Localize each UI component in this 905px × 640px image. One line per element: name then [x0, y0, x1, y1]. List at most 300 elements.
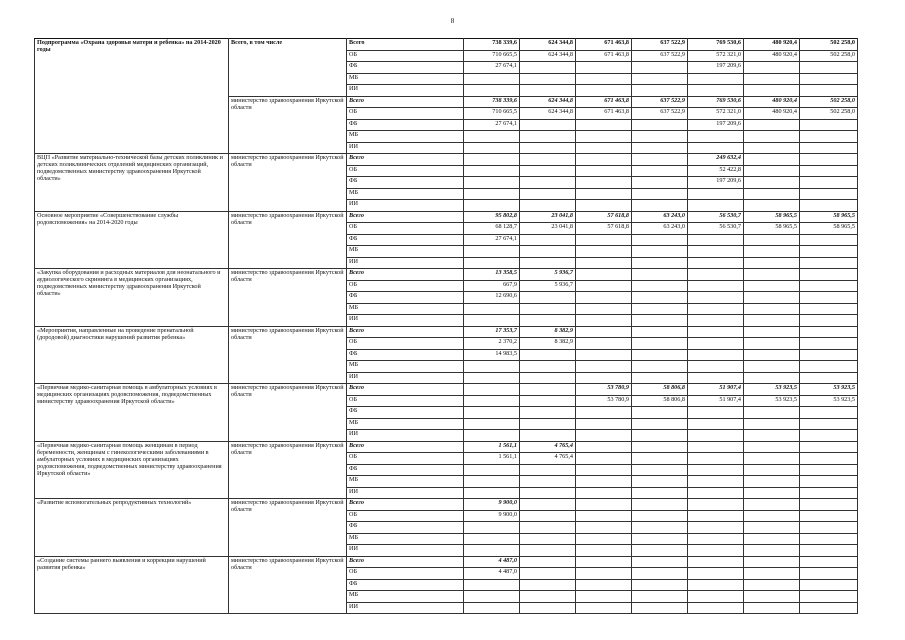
amount-cell	[520, 476, 576, 488]
amount-cell	[632, 257, 688, 269]
funding-source-cell: МБ	[347, 418, 464, 430]
amount-cell	[632, 522, 688, 534]
amount-cell	[744, 418, 800, 430]
amount-cell	[800, 234, 858, 246]
amount-cell	[576, 349, 632, 361]
program-name-cell: «Мероприятия, направленные на проведение пренатальной (дородовой) диагностики нарушений развития ребенка»	[35, 326, 229, 384]
amount-cell	[576, 165, 632, 177]
budget-table	[34, 38, 858, 614]
amount-cell	[632, 510, 688, 522]
amount-cell	[744, 154, 800, 166]
amount-cell	[520, 464, 576, 476]
amount-cell	[744, 522, 800, 534]
amount-cell	[520, 303, 576, 315]
program-name-cell: «Развитие вспомогательных репродуктивных технологий»	[35, 499, 229, 557]
amount-cell	[688, 142, 744, 154]
amount-cell: 57 618,8	[576, 211, 632, 223]
funding-source-cell: ОБ	[347, 453, 464, 465]
amount-cell	[800, 418, 858, 430]
amount-cell	[520, 188, 576, 200]
amount-cell	[520, 545, 576, 557]
amount-cell	[744, 142, 800, 154]
amount-cell	[800, 142, 858, 154]
amount-cell: 502 258,0	[800, 50, 858, 62]
amount-cell	[800, 246, 858, 258]
amount-cell	[632, 430, 688, 442]
amount-cell	[632, 545, 688, 557]
amount-cell	[800, 499, 858, 511]
amount-cell	[744, 85, 800, 97]
amount-cell	[576, 372, 632, 384]
program-name-cell: «Закупка оборудования и расходных материалов для неонатального и аудиологического скрининга в медицинских организациях, подведомственных министерству здравоохранения Иркутской области»	[35, 269, 229, 327]
amount-cell: 53 780,9	[576, 395, 632, 407]
amount-cell: 13 358,5	[464, 269, 520, 281]
amount-cell	[576, 441, 632, 453]
amount-cell: 53 923,5	[744, 395, 800, 407]
amount-cell: 710 665,5	[464, 50, 520, 62]
funding-source-cell: ИИ	[347, 487, 464, 499]
amount-cell	[744, 533, 800, 545]
funding-source-cell: Всего	[347, 269, 464, 281]
amount-cell	[464, 602, 520, 614]
amount-cell: 671 463,8	[576, 96, 632, 108]
amount-cell	[520, 315, 576, 327]
funding-source-cell: ОБ	[347, 108, 464, 120]
funding-source-cell: ФБ	[347, 522, 464, 534]
amount-cell	[576, 499, 632, 511]
amount-cell	[520, 119, 576, 131]
amount-cell	[520, 395, 576, 407]
amount-cell: 51 907,4	[688, 395, 744, 407]
amount-cell	[688, 418, 744, 430]
amount-cell	[800, 338, 858, 350]
amount-cell	[576, 85, 632, 97]
amount-cell	[688, 430, 744, 442]
amount-cell: 572 321,0	[688, 108, 744, 120]
amount-cell	[464, 418, 520, 430]
amount-cell	[688, 200, 744, 212]
amount-cell	[576, 326, 632, 338]
amount-cell	[520, 591, 576, 603]
amount-cell	[576, 177, 632, 189]
funding-source-cell: ОБ	[347, 280, 464, 292]
amount-cell: 1 561,1	[464, 453, 520, 465]
amount-cell: 671 463,8	[576, 39, 632, 51]
amount-cell	[520, 372, 576, 384]
amount-cell	[800, 349, 858, 361]
amount-cell	[576, 361, 632, 373]
amount-cell	[464, 487, 520, 499]
amount-cell	[520, 568, 576, 580]
amount-cell	[688, 407, 744, 419]
amount-cell	[744, 430, 800, 442]
amount-cell	[632, 165, 688, 177]
amount-cell	[744, 372, 800, 384]
amount-cell: 57 618,8	[576, 223, 632, 235]
amount-cell	[632, 568, 688, 580]
executor-cell: министерство здравоохранения Иркутской области	[229, 499, 347, 557]
amount-cell	[520, 533, 576, 545]
amount-cell: 17 353,7	[464, 326, 520, 338]
amount-cell	[632, 73, 688, 85]
amount-cell	[744, 441, 800, 453]
amount-cell	[576, 142, 632, 154]
amount-cell	[688, 453, 744, 465]
funding-source-cell: Всего	[347, 154, 464, 166]
executor-cell: министерство здравоохранения Иркутской области	[229, 211, 347, 269]
amount-cell	[576, 154, 632, 166]
amount-cell: 52 422,8	[688, 165, 744, 177]
amount-cell	[688, 326, 744, 338]
amount-cell	[688, 280, 744, 292]
amount-cell: 502 258,0	[800, 96, 858, 108]
program-name-cell: ВЦП «Развитие материально-технической базы детских поликлиник и детских поликлинических отделений медицинских организаций, подведомственных министерству здравоохранения Иркутской области»	[35, 154, 229, 212]
amount-cell: 23 041,8	[520, 211, 576, 223]
amount-cell	[576, 315, 632, 327]
amount-cell: 58 806,8	[632, 384, 688, 396]
funding-source-cell: ИИ	[347, 142, 464, 154]
amount-cell: 8 382,9	[520, 338, 576, 350]
amount-cell	[576, 280, 632, 292]
amount-cell: 5 936,7	[520, 269, 576, 281]
funding-source-cell: Всего	[347, 96, 464, 108]
amount-cell	[688, 234, 744, 246]
amount-cell	[576, 533, 632, 545]
amount-cell	[744, 487, 800, 499]
amount-cell	[688, 349, 744, 361]
amount-cell	[632, 556, 688, 568]
amount-cell	[632, 349, 688, 361]
amount-cell	[744, 464, 800, 476]
amount-cell	[632, 372, 688, 384]
amount-cell	[800, 545, 858, 557]
funding-source-cell: ФБ	[347, 579, 464, 591]
amount-cell	[688, 522, 744, 534]
amount-cell	[744, 510, 800, 522]
amount-cell	[800, 188, 858, 200]
table-row	[35, 326, 858, 338]
amount-cell	[632, 200, 688, 212]
amount-cell: 58 965,5	[744, 211, 800, 223]
amount-cell	[576, 545, 632, 557]
executor-cell: министерство здравоохранения Иркутской области	[229, 441, 347, 499]
amount-cell	[632, 418, 688, 430]
amount-cell	[800, 602, 858, 614]
funding-source-cell: ОБ	[347, 165, 464, 177]
amount-cell	[520, 142, 576, 154]
amount-cell	[688, 533, 744, 545]
amount-cell	[520, 349, 576, 361]
program-name-cell: «Первичная медико-санитарная помощь в амбулаторных условиях в медицинских организациях родовспоможения, подведомственных министерству здравоохранения Иркутской области»	[35, 384, 229, 442]
funding-source-cell: ФБ	[347, 464, 464, 476]
amount-cell: 624 344,8	[520, 39, 576, 51]
funding-source-cell: Всего	[347, 326, 464, 338]
amount-cell	[520, 579, 576, 591]
amount-cell	[744, 165, 800, 177]
program-name-cell: Основное мероприятие «Совершенствование службы родовспоможения» на 2014-2020 годы	[35, 211, 229, 269]
amount-cell	[688, 441, 744, 453]
amount-cell	[688, 568, 744, 580]
amount-cell	[632, 441, 688, 453]
funding-source-cell: ИИ	[347, 372, 464, 384]
amount-cell	[576, 246, 632, 258]
funding-source-cell: Всего	[347, 499, 464, 511]
amount-cell: 624 344,8	[520, 50, 576, 62]
amount-cell: 671 463,8	[576, 50, 632, 62]
amount-cell	[632, 188, 688, 200]
funding-source-cell: ИИ	[347, 602, 464, 614]
amount-cell	[744, 280, 800, 292]
amount-cell: 624 344,8	[520, 96, 576, 108]
amount-cell	[632, 280, 688, 292]
funding-source-cell: ФБ	[347, 407, 464, 419]
amount-cell: 2 370,2	[464, 338, 520, 350]
table-row	[35, 269, 858, 281]
amount-cell	[688, 292, 744, 304]
amount-cell	[800, 85, 858, 97]
amount-cell	[800, 280, 858, 292]
amount-cell	[520, 499, 576, 511]
amount-cell: 480 920,4	[744, 50, 800, 62]
amount-cell: 27 674,1	[464, 234, 520, 246]
amount-cell	[744, 200, 800, 212]
amount-cell	[744, 338, 800, 350]
amount-cell	[800, 119, 858, 131]
amount-cell: 572 321,0	[688, 50, 744, 62]
funding-source-cell: МБ	[347, 303, 464, 315]
funding-source-cell: ИИ	[347, 545, 464, 557]
amount-cell: 738 339,6	[464, 39, 520, 51]
amount-cell: 63 243,0	[632, 211, 688, 223]
amount-cell: 480 920,4	[744, 108, 800, 120]
amount-cell	[632, 119, 688, 131]
amount-cell: 667,9	[464, 280, 520, 292]
funding-source-cell: Всего	[347, 384, 464, 396]
amount-cell	[464, 188, 520, 200]
amount-cell	[576, 73, 632, 85]
amount-cell	[464, 165, 520, 177]
amount-cell	[576, 430, 632, 442]
amount-cell	[800, 165, 858, 177]
program-name-cell: Подпрограмма «Охрана здоровья матери и ребенка» на 2014-2020 годы	[35, 39, 229, 154]
amount-cell	[688, 545, 744, 557]
funding-source-cell: ОБ	[347, 395, 464, 407]
amount-cell	[688, 556, 744, 568]
executor-cell: министерство здравоохранения Иркутской области	[229, 269, 347, 327]
amount-cell	[744, 579, 800, 591]
program-name-cell: «Первичная медико-санитарная помощь женщинам в период беременности, женщинам с гинекологическими заболеваниями в амбулаторных условиях в медицинских организациях родовспоможения, подведомственных министерству здравоохранения Иркутской области»	[35, 441, 229, 499]
amount-cell	[520, 131, 576, 143]
amount-cell	[632, 579, 688, 591]
amount-cell	[744, 591, 800, 603]
amount-cell	[464, 372, 520, 384]
amount-cell	[688, 579, 744, 591]
amount-cell	[632, 361, 688, 373]
amount-cell	[520, 522, 576, 534]
amount-cell: 197 209,6	[688, 177, 744, 189]
amount-cell: 769 530,6	[688, 39, 744, 51]
table-body	[35, 39, 858, 614]
executor-cell: министерство здравоохранения Иркутской области	[229, 96, 347, 154]
amount-cell: 14 983,5	[464, 349, 520, 361]
amount-cell	[464, 303, 520, 315]
amount-cell	[520, 234, 576, 246]
amount-cell	[800, 372, 858, 384]
amount-cell: 624 344,8	[520, 108, 576, 120]
amount-cell	[800, 476, 858, 488]
amount-cell	[744, 177, 800, 189]
amount-cell: 53 923,5	[744, 384, 800, 396]
amount-cell	[520, 200, 576, 212]
amount-cell: 769 530,6	[688, 96, 744, 108]
amount-cell	[744, 246, 800, 258]
amount-cell	[464, 522, 520, 534]
amount-cell	[576, 62, 632, 74]
amount-cell	[464, 85, 520, 97]
funding-source-cell: Всего	[347, 556, 464, 568]
amount-cell	[688, 372, 744, 384]
amount-cell	[464, 361, 520, 373]
amount-cell	[520, 246, 576, 258]
amount-cell	[576, 591, 632, 603]
amount-cell	[688, 303, 744, 315]
amount-cell	[632, 292, 688, 304]
amount-cell: 95 802,8	[464, 211, 520, 223]
funding-source-cell: Всего	[347, 211, 464, 223]
funding-source-cell: МБ	[347, 73, 464, 85]
amount-cell	[576, 257, 632, 269]
amount-cell	[520, 510, 576, 522]
amount-cell	[688, 73, 744, 85]
amount-cell: 637 522,9	[632, 50, 688, 62]
amount-cell	[688, 499, 744, 511]
amount-cell	[576, 418, 632, 430]
amount-cell	[464, 73, 520, 85]
amount-cell	[744, 292, 800, 304]
amount-cell	[744, 476, 800, 488]
amount-cell	[800, 303, 858, 315]
amount-cell	[520, 418, 576, 430]
amount-cell	[800, 200, 858, 212]
funding-source-cell: МБ	[347, 533, 464, 545]
amount-cell: 27 674,1	[464, 62, 520, 74]
table-row	[35, 499, 858, 511]
amount-cell	[800, 487, 858, 499]
amount-cell	[800, 154, 858, 166]
amount-cell	[632, 453, 688, 465]
table-row	[35, 39, 858, 51]
amount-cell	[632, 487, 688, 499]
table-row	[35, 154, 858, 166]
funding-source-cell: МБ	[347, 188, 464, 200]
amount-cell	[632, 464, 688, 476]
amount-cell	[744, 119, 800, 131]
amount-cell	[464, 200, 520, 212]
amount-cell: 5 936,7	[520, 280, 576, 292]
amount-cell	[800, 430, 858, 442]
amount-cell	[632, 85, 688, 97]
amount-cell	[800, 292, 858, 304]
amount-cell: 53 780,9	[576, 384, 632, 396]
amount-cell	[520, 165, 576, 177]
amount-cell	[688, 257, 744, 269]
page-number: 8	[450, 17, 455, 25]
amount-cell	[576, 453, 632, 465]
table-row	[35, 211, 858, 223]
program-name-cell: «Создание системы раннего выявления и коррекции нарушений развития ребенка»	[35, 556, 229, 614]
funding-source-cell: ОБ	[347, 510, 464, 522]
amount-cell	[576, 556, 632, 568]
amount-cell	[688, 361, 744, 373]
amount-cell	[576, 131, 632, 143]
amount-cell	[464, 177, 520, 189]
amount-cell	[800, 453, 858, 465]
amount-cell	[576, 487, 632, 499]
amount-cell: 68 128,7	[464, 223, 520, 235]
amount-cell	[800, 269, 858, 281]
amount-cell: 23 041,8	[520, 223, 576, 235]
amount-cell: 637 522,9	[632, 96, 688, 108]
amount-cell	[520, 487, 576, 499]
amount-cell	[688, 188, 744, 200]
amount-cell	[464, 533, 520, 545]
amount-cell	[800, 556, 858, 568]
amount-cell	[744, 303, 800, 315]
executor-cell: министерство здравоохранения Иркутской области	[229, 154, 347, 212]
amount-cell	[688, 338, 744, 350]
amount-cell: 58 965,5	[800, 211, 858, 223]
amount-cell	[632, 303, 688, 315]
funding-source-cell: МБ	[347, 131, 464, 143]
amount-cell: 738 339,6	[464, 96, 520, 108]
amount-cell	[744, 453, 800, 465]
amount-cell	[688, 487, 744, 499]
amount-cell: 197 209,6	[688, 62, 744, 74]
amount-cell	[520, 361, 576, 373]
amount-cell	[744, 556, 800, 568]
amount-cell: 58 965,5	[744, 223, 800, 235]
amount-cell	[632, 234, 688, 246]
amount-cell	[464, 142, 520, 154]
amount-cell	[520, 257, 576, 269]
amount-cell	[632, 591, 688, 603]
funding-source-cell: ФБ	[347, 177, 464, 189]
amount-cell	[632, 476, 688, 488]
amount-cell: 480 920,4	[744, 96, 800, 108]
amount-cell	[520, 602, 576, 614]
amount-cell: 1 561,1	[464, 441, 520, 453]
amount-cell	[744, 73, 800, 85]
amount-cell: 56 530,7	[688, 211, 744, 223]
amount-cell	[576, 338, 632, 350]
funding-source-cell: ФБ	[347, 119, 464, 131]
amount-cell	[800, 131, 858, 143]
amount-cell	[632, 131, 688, 143]
amount-cell	[520, 407, 576, 419]
amount-cell	[688, 269, 744, 281]
amount-cell: 502 258,0	[800, 39, 858, 51]
amount-cell	[520, 292, 576, 304]
amount-cell	[576, 602, 632, 614]
funding-source-cell: ОБ	[347, 338, 464, 350]
amount-cell	[520, 62, 576, 74]
amount-cell: 12 690,6	[464, 292, 520, 304]
amount-cell	[576, 269, 632, 281]
amount-cell	[576, 188, 632, 200]
amount-cell	[520, 85, 576, 97]
amount-cell: 4 765,4	[520, 453, 576, 465]
amount-cell	[744, 257, 800, 269]
